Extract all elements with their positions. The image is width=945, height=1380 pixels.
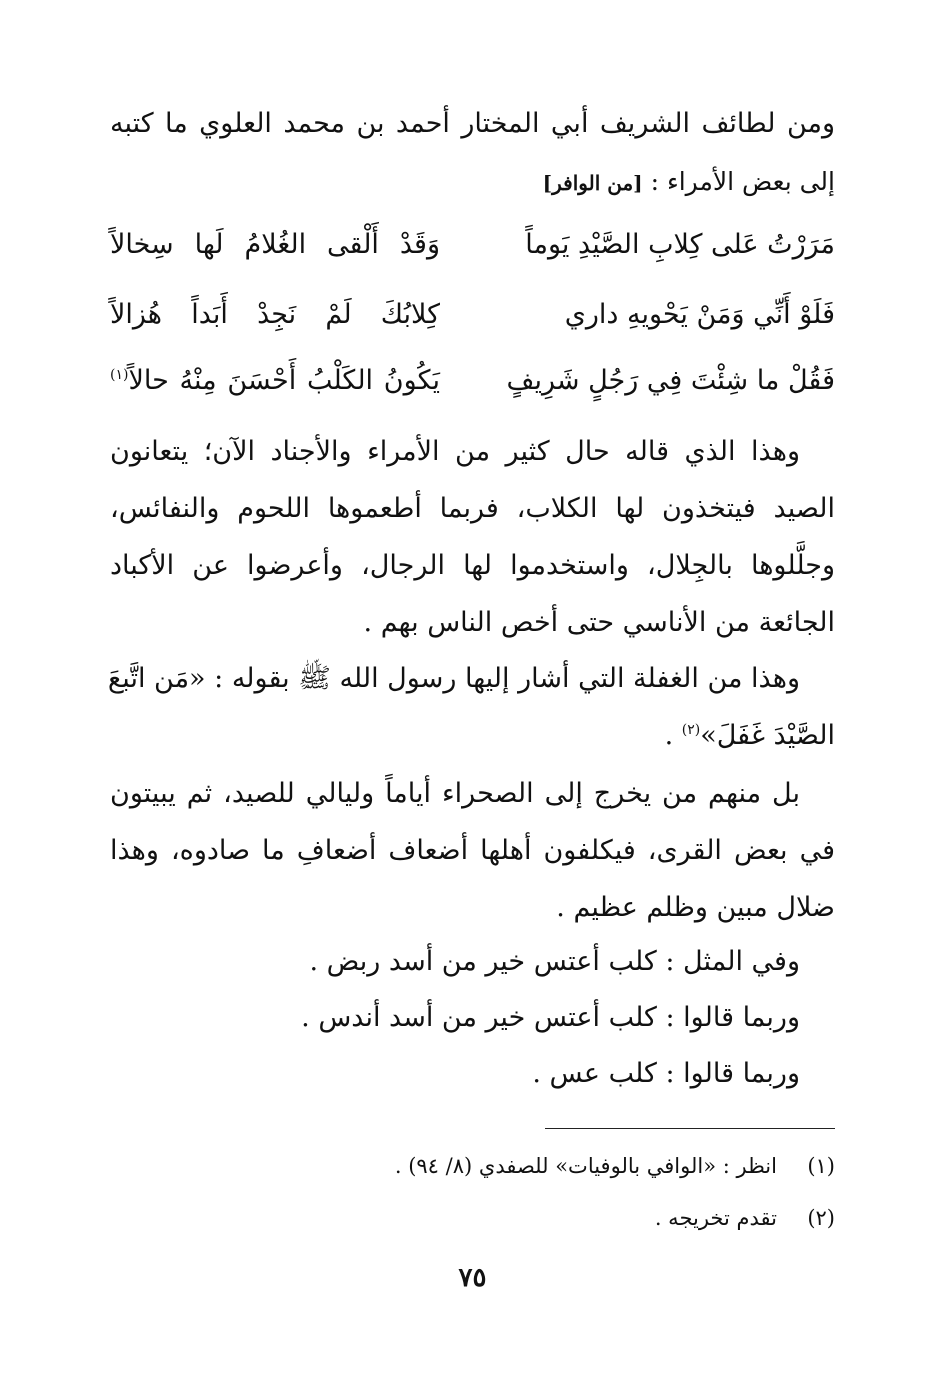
paragraph-line: ضلال مبين وظلم عظيم . xyxy=(556,892,835,923)
hadith-line: وهذا من الغفلة التي أشار إليها رسول الله ﷺ بقوله : «مَن اتَّبعَ xyxy=(107,663,800,694)
page-number: ٧٥ xyxy=(458,1263,487,1293)
footnote-ref-1[interactable]: (١) xyxy=(110,367,129,383)
verse-ajuz: كِلابُكَ لَمْ نَجِدْ أَبَداً هُزالاً xyxy=(110,299,440,330)
hadith-line-2 xyxy=(110,716,835,756)
footnote-text: انظر : «الوافي بالوفيات» للصفدي (٨/ ٩٤) . xyxy=(394,1154,777,1178)
paragraph-line: وجلَّلوها بالجِلال، واستخدموا لها الرجال، وأعرضوا عن الأكباد xyxy=(110,550,835,581)
saying-line: وفي المثل : كلب أعتس خير من أسد ربض . xyxy=(309,946,800,977)
meter-note: [من الوافر] xyxy=(542,171,643,195)
footnote-number: (١) xyxy=(807,1154,835,1178)
paragraph-line: الجائعة من الأناسي حتى أخص الناس بهم . xyxy=(363,607,835,638)
footnote-1 xyxy=(110,1150,835,1182)
verse-ajuz: يَكُونُ الكَلْبُ أَحْسَنَ مِنْهُ حالاً xyxy=(128,365,440,396)
poem-verse xyxy=(110,290,835,340)
saying-line: وربما قالوا : كلب عس . xyxy=(532,1058,800,1089)
footnote-text: تقدم تخريجه . xyxy=(654,1206,777,1230)
footnote-number: (٢) xyxy=(807,1206,835,1230)
footnote-2 xyxy=(110,1202,835,1234)
paragraph-line: بل منهم من يخرج إلى الصحراء أياماً وليالي للصيد، ثم يبيتون xyxy=(110,778,800,809)
hadith-quote: الصَّيْدَ غَفَلَ» xyxy=(700,720,835,751)
intro-line: ومن لطائف الشريف أبي المختار أحمد بن محمد العلوي ما كتبه xyxy=(110,108,835,139)
intro-text: إلى بعض الأمراء : xyxy=(650,167,835,196)
paragraph-line: وهذا الذي قاله حال كثير من الأمراء والأجناد الآن؛ يتعانون xyxy=(110,436,800,467)
paragraph-line: الصيد فيتخذون لها الكلاب، فربما أطعموها اللحوم والنفائس، xyxy=(110,493,835,524)
verse-ajuz-with-note xyxy=(110,356,440,406)
intro-line-2 xyxy=(110,162,835,203)
poem-verse xyxy=(110,220,835,270)
saying-line: وربما قالوا : كلب أعتس خير من أسد أندس . xyxy=(301,1002,800,1033)
paragraph-line: في بعض القرى، فيكلفون أهلها أضعاف أضعافِ ما صادوه، وهذا xyxy=(110,835,835,866)
verse-sadr: فَلَوْ أَنِّي وَمَنْ يَحْويهِ داري xyxy=(564,299,835,330)
verse-ajuz: وَقَدْ أَلْقى الغُلامُ لَها سِخالاً xyxy=(110,229,440,260)
verse-sadr: مَرَرْتُ عَلى كِلابِ الصَّيْدِ يَوماً xyxy=(525,229,835,260)
verse-sadr: فَقُلْ ما شِئْتَ فِي رَجُلٍ شَرِيفٍ xyxy=(506,365,835,396)
poem-verse xyxy=(110,356,835,406)
hadith-end: . xyxy=(664,720,682,751)
footnote-ref-2[interactable]: (٢) xyxy=(681,722,701,738)
footnote-divider xyxy=(545,1128,835,1129)
